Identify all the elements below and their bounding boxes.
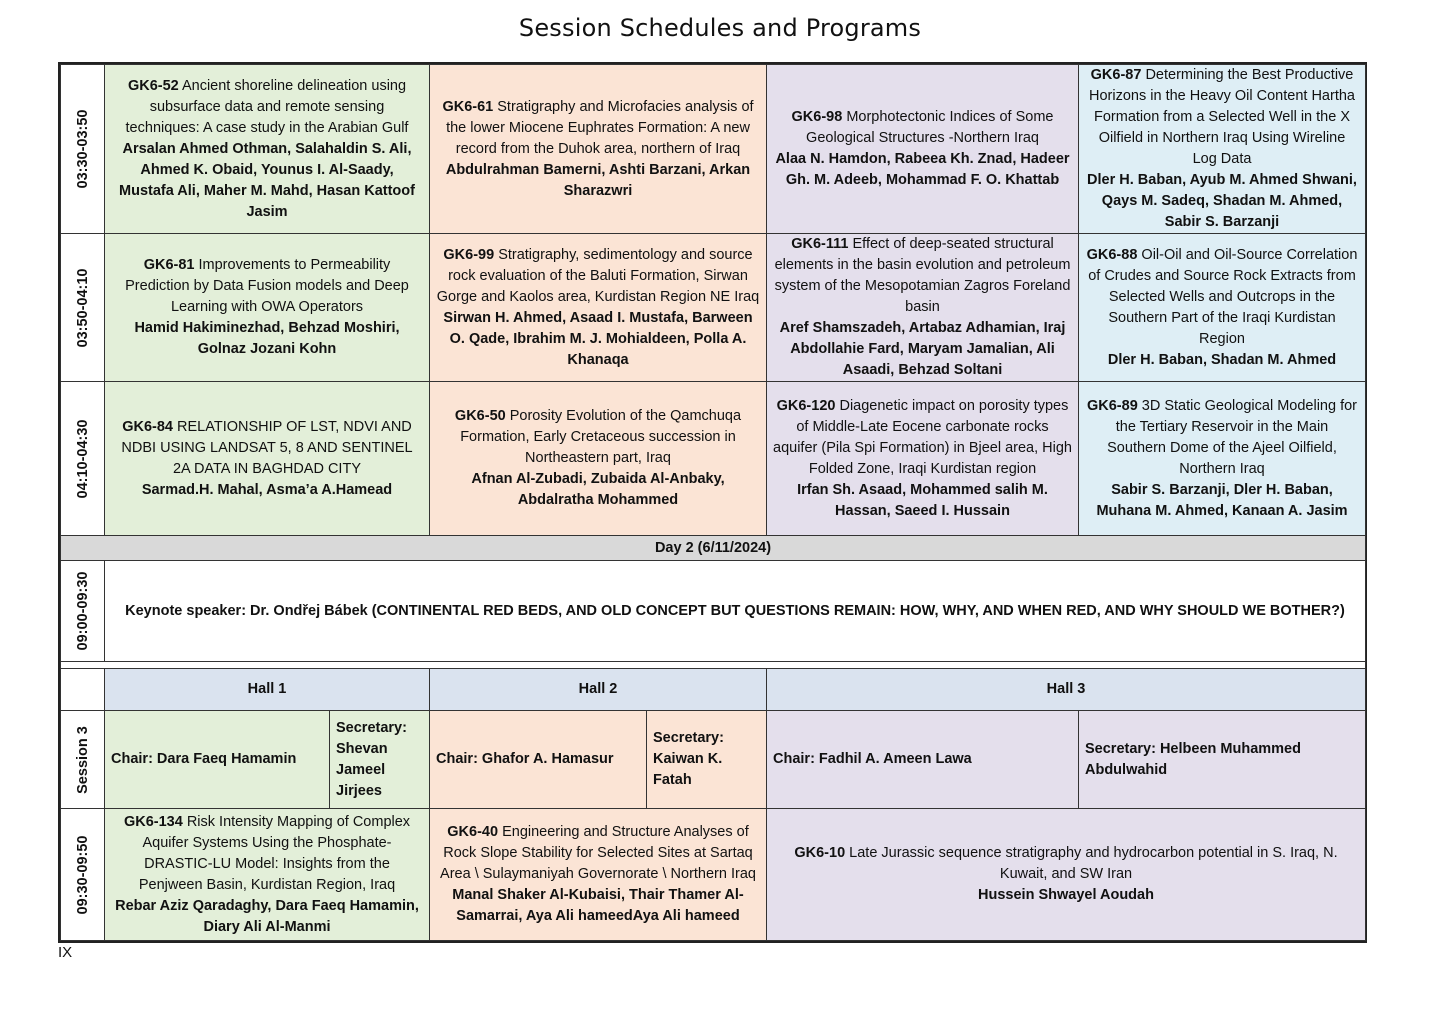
chair-cell: Chair: Dara Faeq Hamamin [105, 711, 330, 809]
hall-1-header: Hall 1 [105, 669, 430, 711]
paper-cell: GK6-89 3D Static Geological Modeling for the Tertiary Reservoir in the Main Southern Dome of the Ajeel Oilfield, Northern Iraq Sabir S. Barzanji, Dler H. Baban, Muhana M. Ahmed, Kanaan A. Jasim [1079, 382, 1366, 536]
time-cell: 09:30-09:50 [61, 809, 105, 941]
page-number: IX [58, 944, 73, 961]
session-chairs-row [61, 711, 1366, 809]
chair-cell: Chair: Ghafor A. Hamasur [430, 711, 647, 809]
time-cell: 09:00-09:30 [61, 561, 105, 662]
slot-row [61, 234, 1366, 382]
page-title: Session Schedules and Programs [518, 14, 922, 42]
spacer-row [61, 662, 1366, 669]
paper-cell: GK6-98 Morphotectonic Indices of Some Geological Structures -Northern Iraq Alaa N. Hamdon, Rabeea Kh. Znad, Hadeer Gh. M. Adeeb, Mohammad F. O. Khattab [767, 65, 1079, 234]
paper-cell: GK6-52 Ancient shoreline delineation using subsurface data and remote sensing techniques: A case study in the Arabian Gulf Arsalan Ahmed Othman, Salahaldin S. Ali, Ahmed K. Obaid, Younus I. Al-Saady, Mustafa Ali, Maher M. Mahd, Hasan Kattoof Jasim [105, 65, 430, 234]
paper-cell: GK6-10 Late Jurassic sequence stratigraphy and hydrocarbon potential in S. Iraq, N. Kuwait, and SW Iran Hussein Shwayel Aoudah [767, 809, 1366, 941]
paper-cell: GK6-111 Effect of deep-seated structural elements in the basin evolution and petroleum system of the Mesopotamian Zagros Foreland basin Aref Shamszadeh, Artabaz Adhamian, Iraj Abdollahie Fard, Maryam Jamalian, Ali Asaadi, Behzad Soltani [767, 234, 1079, 382]
schedule-table [58, 62, 1367, 943]
time-cell: 04:10-04:30 [61, 382, 105, 536]
paper-cell: GK6-88 Oil-Oil and Oil-Source Correlation of Crudes and Source Rock Extracts from Selected Wells and Outcrops in the Southern Part of the Iraqi Kurdistan Region Dler H. Baban, Shadan M. Ahmed [1079, 234, 1366, 382]
slot-row [61, 382, 1366, 536]
hall-header-row [61, 669, 1366, 711]
secretary-cell: Secretary: Helbeen Muhammed Abdulwahid [1079, 711, 1366, 809]
time-cell: 03:30-03:50 [61, 65, 105, 234]
paper-cell: GK6-87 Determining the Best Productive Horizons in the Heavy Oil Content Hartha Formation from a Selected Well in the X Oilfield in Northern Iraq Using Wireline Log Data Dler H. Baban, Ayub M. Ahmed Shwani, Qays M. Sadeq, Shadan M. Ahmed, Sabir S. Barzanji [1079, 65, 1366, 234]
chair-cell: Chair: Fadhil A. Ameen Lawa [767, 711, 1079, 809]
paper-cell: GK6-40 Engineering and Structure Analyses of Rock Slope Stability for Selected Sites at Sartaq Area \ Sulaymaniyah Governorate \ Northern Iraq Manal Shaker Al-Kubaisi, Thair Thamer Al-Samarrai, Aya Ali hameedAya Ali hameed [430, 809, 767, 941]
paper-cell: GK6-120 Diagenetic impact on porosity types of Middle-Late Eocene carbonate rocks aquifer (Pila Spi Formation) in Bjeel area, High Folded Zone, Iraqi Kurdistan region Irfan Sh. Asaad, Mohammed salih M. Hassan, Saeed I. Hussain [767, 382, 1079, 536]
day-label: Day 2 (6/11/2024) [61, 536, 1366, 561]
slot-row [61, 809, 1366, 941]
paper-cell: GK6-61 Stratigraphy and Microfacies analysis of the lower Miocene Euphrates Formation: A new record from the Duhok area, northern of Iraq Abdulrahman Bamerni, Ashti Barzani, Arkan Sharazwri [430, 65, 767, 234]
keynote-row [61, 561, 1366, 662]
paper-cell: GK6-134 Risk Intensity Mapping of Complex Aquifer Systems Using the Phosphate-DRASTIC-LU Model: Insights from the Penjween Basin, Kurdistan Region, Iraq Rebar Aziz Qaradaghy, Dara Faeq Hamamin, Diary Ali Al-Manmi [105, 809, 430, 941]
paper-cell: GK6-81 Improvements to Permeability Prediction by Data Fusion models and Deep Learning with OWA Operators Hamid Hakiminezhad, Behzad Moshiri, Golnaz Jozani Kohn [105, 234, 430, 382]
secretary-cell: Secretary: Shevan Jameel Jirjees [330, 711, 430, 809]
session-label-cell: Session 3 [61, 711, 105, 809]
keynote-text: Keynote speaker: Dr. Ondřej Bábek (CONTINENTAL RED BEDS, AND OLD CONCEPT BUT QUESTIONS REMAIN: HOW, WHY, AND WHEN RED, AND WHY SHOULD WE BOTHER?) [105, 561, 1366, 662]
hall-2-header: Hall 2 [430, 669, 767, 711]
slot-row [61, 65, 1366, 234]
day-header-row [61, 536, 1366, 561]
secretary-cell: Secretary: Kaiwan K. Fatah [647, 711, 767, 809]
hall-3-header: Hall 3 [767, 669, 1366, 711]
paper-cell: GK6-50 Porosity Evolution of the Qamchuqa Formation, Early Cretaceous succession in Northeastern part, Iraq Afnan Al-Zubadi, Zubaida Al-Anbaky, Abdalratha Mohammed [430, 382, 767, 536]
paper-cell: GK6-99 Stratigraphy, sedimentology and source rock evaluation of the Baluti Formation, Sirwan Gorge and Kaolos area, Kurdistan Region NE Iraq Sirwan H. Ahmed, Asaad I. Mustafa, Barween O. Qade, Ibrahim M. J. Mohialdeen, Polla A. Khanaqa [430, 234, 767, 382]
paper-cell: GK6-84 RELATIONSHIP OF LST, NDVI AND NDBI USING LANDSAT 5, 8 AND SENTINEL 2A DATA IN BAGHDAD CITY Sarmad.H. Mahal, Asma’a A.Hamead [105, 382, 430, 536]
time-cell: 03:50-04:10 [61, 234, 105, 382]
